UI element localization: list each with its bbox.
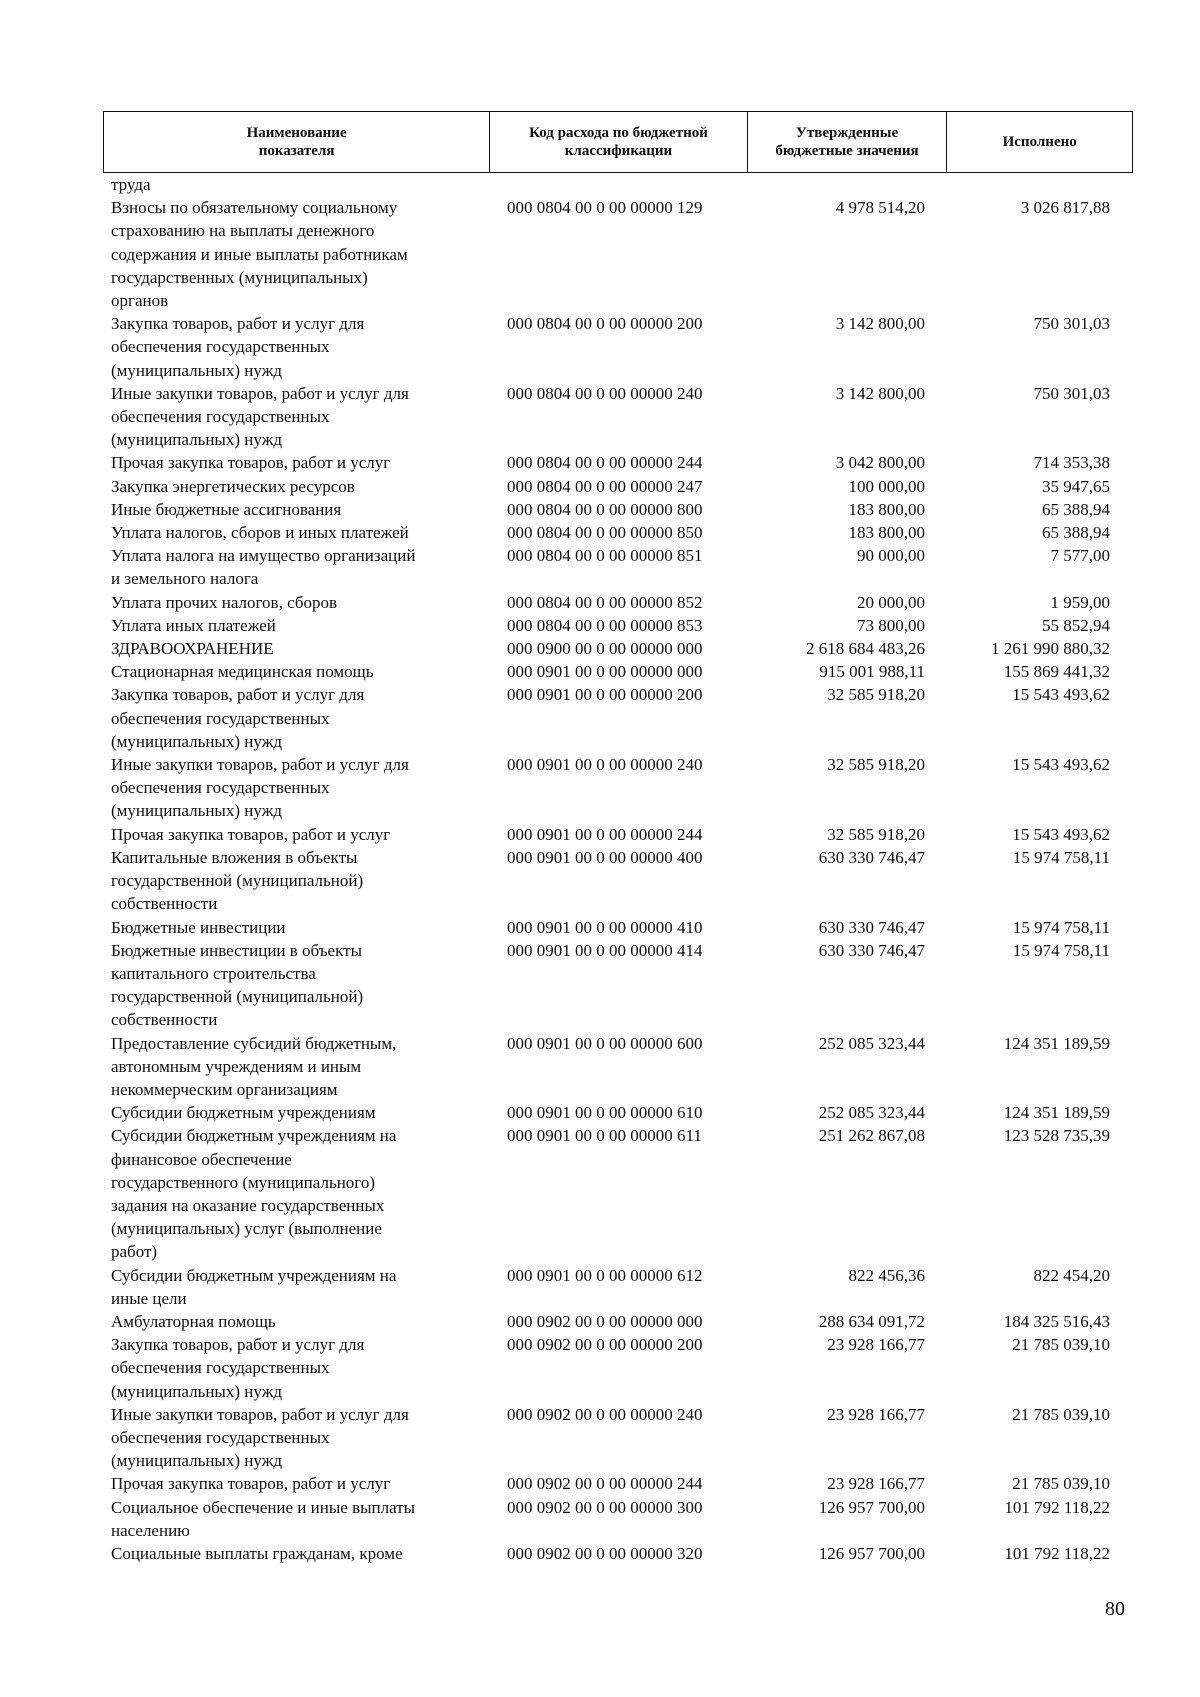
- row-code: 000 0804 00 0 00 00000 240: [507, 383, 703, 403]
- row-name-line: работ): [111, 1242, 158, 1262]
- row-approved: 252 085 323,44: [818, 1103, 925, 1123]
- row-executed: 124 351 189,59: [1003, 1103, 1110, 1123]
- row-approved: 183 800,00: [848, 499, 925, 519]
- row-executed: 21 785 039,10: [1012, 1404, 1110, 1424]
- row-executed: 15 543 493,62: [1012, 685, 1110, 705]
- row-approved: 630 330 746,47: [818, 847, 925, 867]
- row-executed: 15 974 758,11: [1012, 917, 1110, 937]
- row-executed: 1 959,00: [1050, 592, 1110, 612]
- row-name-line: Иные бюджетные ассигнования: [111, 499, 342, 519]
- table-row: [103, 660, 1133, 683]
- row-name-line: обеспечения государственных: [111, 708, 330, 728]
- row-name-line: страхованию на выплаты денежного: [111, 221, 375, 241]
- row-approved: 23 928 166,77: [827, 1474, 925, 1494]
- row-name-line: государственной (муниципальной): [111, 871, 364, 891]
- row-code: 000 0804 00 0 00 00000 200: [507, 314, 703, 334]
- row-name-line: Амбулаторная помощь: [111, 1311, 276, 1331]
- row-name-line: Иные закупки товаров, работ и услуг для: [111, 1404, 409, 1424]
- row-code: 000 0901 00 0 00 00000 610: [507, 1103, 703, 1123]
- row-executed: 15 543 493,62: [1012, 755, 1110, 775]
- row-executed: 21 785 039,10: [1012, 1335, 1110, 1355]
- row-name: [103, 1403, 485, 1473]
- row-name-line: Уплата налогов, сборов и иных платежей: [111, 523, 409, 543]
- row-approved: 630 330 746,47: [818, 940, 925, 960]
- row-approved: 126 957 700,00: [818, 1497, 925, 1517]
- row-executed: 21 785 039,10: [1012, 1474, 1110, 1494]
- table-row: [103, 1101, 1133, 1124]
- row-approved: 23 928 166,77: [827, 1404, 925, 1424]
- table-row: [103, 753, 1133, 823]
- row-name-line: ЗДРАВООХРАНЕНИЕ: [111, 639, 274, 659]
- row-name: [103, 1032, 485, 1102]
- row-executed: 750 301,03: [1033, 383, 1110, 403]
- row-approved: 126 957 700,00: [818, 1543, 925, 1563]
- row-name-line: Закупка товаров, работ и услуг для: [111, 314, 365, 334]
- row-name: [103, 1496, 485, 1542]
- row-code: 000 0901 00 0 00 00000 000: [507, 662, 703, 682]
- row-name: [103, 614, 485, 637]
- table-row: [103, 1264, 1133, 1310]
- table-row: [103, 1403, 1133, 1473]
- row-code: 000 0902 00 0 00 00000 200: [507, 1335, 703, 1355]
- row-executed: 3 026 817,88: [1020, 198, 1110, 218]
- row-approved: 4 978 514,20: [835, 198, 925, 218]
- row-name: [103, 1333, 485, 1403]
- row-code: 000 0901 00 0 00 00000 414: [507, 940, 703, 960]
- table-row: [103, 544, 1133, 590]
- row-name: [103, 939, 485, 1032]
- row-executed: 35 947,65: [1042, 476, 1110, 496]
- row-name-line: обеспечения государственных: [111, 778, 330, 798]
- row-code: 000 0901 00 0 00 00000 600: [507, 1033, 703, 1053]
- row-code: 000 0804 00 0 00 00000 800: [507, 499, 703, 519]
- row-executed: 101 792 118,22: [1004, 1543, 1110, 1563]
- table-row: [103, 591, 1133, 614]
- row-approved: 2 618 684 483,26: [806, 639, 925, 659]
- row-name-line: собственности: [111, 1010, 218, 1030]
- row-name-line: Прочая закупка товаров, работ и услуг: [111, 824, 391, 844]
- row-executed: 65 388,94: [1042, 523, 1110, 543]
- row-name-line: (муниципальных) нужд: [111, 360, 283, 380]
- row-name-line: Закупка энергетических ресурсов: [111, 476, 355, 496]
- row-code: 000 0902 00 0 00 00000 000: [507, 1311, 703, 1331]
- row-approved: 32 585 918,20: [827, 824, 925, 844]
- row-code: 000 0901 00 0 00 00000 612: [507, 1265, 703, 1285]
- row-approved: 915 001 988,11: [819, 662, 925, 682]
- row-name-line: Капитальные вложения в объекты: [111, 847, 358, 867]
- row-name: [103, 196, 485, 312]
- row-name: [103, 1310, 485, 1333]
- header-name-column: Наименование показателя: [104, 112, 490, 172]
- row-executed: 184 325 516,43: [1003, 1311, 1110, 1331]
- row-code: 000 0901 00 0 00 00000 244: [507, 824, 703, 844]
- row-name-line: государственных (муниципальных): [111, 267, 368, 287]
- row-approved: 3 142 800,00: [835, 314, 925, 334]
- row-executed: 15 543 493,62: [1012, 824, 1110, 844]
- row-executed: 7 577,00: [1050, 546, 1110, 566]
- row-code: 000 0901 00 0 00 00000 240: [507, 755, 703, 775]
- table-row: [103, 916, 1133, 939]
- row-code: 000 0804 00 0 00 00000 852: [507, 592, 703, 612]
- row-executed: 101 792 118,22: [1004, 1497, 1110, 1517]
- table-row: [103, 614, 1133, 637]
- page-number: 80: [1105, 1598, 1125, 1620]
- table-row: [103, 382, 1133, 452]
- row-code: 000 0804 00 0 00 00000 853: [507, 615, 703, 635]
- table-row: [103, 451, 1133, 474]
- row-name: [103, 521, 485, 544]
- table-row: [103, 1124, 1133, 1263]
- row-name-line: Субсидии бюджетным учреждениям на: [111, 1126, 397, 1146]
- row-name-line: Прочая закупка товаров, работ и услуг: [111, 453, 391, 473]
- row-name-line: обеспечения государственных: [111, 337, 330, 357]
- row-code: 000 0804 00 0 00 00000 244: [507, 453, 703, 473]
- row-name: [103, 173, 485, 196]
- row-approved: 3 142 800,00: [835, 383, 925, 403]
- row-name: [103, 312, 485, 382]
- row-executed: 55 852,94: [1042, 615, 1110, 635]
- row-name: [103, 1264, 485, 1310]
- row-name-line: Уплата прочих налогов, сборов: [111, 592, 337, 612]
- row-name-line: (муниципальных) нужд: [111, 1381, 283, 1401]
- row-name-line: государственной (муниципальной): [111, 987, 364, 1007]
- row-name: [103, 1542, 485, 1565]
- row-approved: 23 928 166,77: [827, 1335, 925, 1355]
- row-name-line: Закупка товаров, работ и услуг для: [111, 685, 365, 705]
- table-row: [103, 173, 1133, 196]
- row-name-line: Социальные выплаты гражданам, кроме: [111, 1543, 403, 1563]
- row-name: [103, 1101, 485, 1124]
- row-name-line: Закупка товаров, работ и услуг для: [111, 1335, 365, 1355]
- row-name-line: Прочая закупка товаров, работ и услуг: [111, 1474, 391, 1494]
- row-name-line: (муниципальных) нужд: [111, 430, 283, 450]
- header-executed-column: Исполнено: [1002, 134, 1077, 150]
- row-approved: [775, 173, 925, 196]
- row-executed: 15 974 758,11: [1012, 940, 1110, 960]
- row-approved: 630 330 746,47: [818, 917, 925, 937]
- row-code: 000 0901 00 0 00 00000 400: [507, 847, 703, 867]
- row-name-line: (муниципальных) нужд: [111, 1451, 283, 1471]
- header-code-column: Код расхода по бюджетной классификации: [490, 112, 748, 172]
- row-name-line: обеспечения государственных: [111, 407, 330, 427]
- row-code: 000 0804 00 0 00 00000 129: [507, 198, 703, 218]
- row-name-line: (муниципальных) услуг (выполнение: [111, 1219, 382, 1239]
- row-name-line: Социальное обеспечение и иные выплаты: [111, 1497, 416, 1517]
- row-name-line: капитального строительства: [111, 963, 316, 983]
- row-approved: 251 262 867,08: [818, 1126, 925, 1146]
- table-header: [103, 111, 1133, 173]
- row-name: [103, 591, 485, 614]
- row-code: 000 0804 00 0 00 00000 247: [507, 476, 703, 496]
- row-name-line: собственности: [111, 894, 218, 914]
- row-name-line: содержания и иные выплаты работникам: [111, 244, 408, 264]
- row-executed: 750 301,03: [1033, 314, 1110, 334]
- row-approved: 100 000,00: [848, 476, 925, 496]
- row-approved: 288 634 091,72: [818, 1311, 925, 1331]
- row-name-line: Иные закупки товаров, работ и услуг для: [111, 383, 409, 403]
- row-approved: 3 042 800,00: [835, 453, 925, 473]
- row-name-line: обеспечения государственных: [111, 1358, 330, 1378]
- row-approved: 32 585 918,20: [827, 755, 925, 775]
- row-name-line: обеспечения государственных: [111, 1427, 330, 1447]
- row-executed: 15 974 758,11: [1012, 847, 1110, 867]
- row-name: [103, 637, 485, 660]
- row-name-line: труда: [111, 175, 151, 194]
- table-row: [103, 475, 1133, 498]
- table-row: [103, 1310, 1133, 1333]
- row-name-line: некоммерческим организациям: [111, 1079, 338, 1099]
- row-code: [485, 173, 775, 196]
- row-name-line: Взносы по обязательному социальному: [111, 198, 398, 218]
- table-row: [103, 1472, 1133, 1495]
- row-executed: 65 388,94: [1042, 499, 1110, 519]
- row-executed: [925, 173, 1110, 196]
- table-row: [103, 846, 1133, 916]
- table-row: [103, 196, 1133, 312]
- table-body: [103, 173, 1133, 1565]
- row-code: 000 0902 00 0 00 00000 240: [507, 1404, 703, 1424]
- row-approved: 183 800,00: [848, 523, 925, 543]
- row-code: 000 0902 00 0 00 00000 244: [507, 1474, 703, 1494]
- row-name: [103, 753, 485, 823]
- row-name-line: (муниципальных) нужд: [111, 731, 283, 751]
- row-name: [103, 475, 485, 498]
- row-executed: 714 353,38: [1033, 453, 1110, 473]
- row-executed: 822 454,20: [1033, 1265, 1110, 1285]
- row-name: [103, 660, 485, 683]
- row-code: 000 0902 00 0 00 00000 320: [507, 1543, 703, 1563]
- row-executed: 1 261 990 880,32: [991, 639, 1110, 659]
- row-name-line: государственного (муниципального): [111, 1172, 376, 1192]
- row-name-line: Субсидии бюджетным учреждениям на: [111, 1265, 397, 1285]
- row-code: 000 0901 00 0 00 00000 611: [507, 1126, 702, 1146]
- row-approved: 32 585 918,20: [827, 685, 925, 705]
- table-row: [103, 521, 1133, 544]
- row-name: [103, 382, 485, 452]
- row-name-line: (муниципальных) нужд: [111, 801, 283, 821]
- row-name-line: Стационарная медицинская помощь: [111, 662, 374, 682]
- row-name: [103, 846, 485, 916]
- row-approved: 90 000,00: [857, 546, 925, 566]
- row-code: 000 0902 00 0 00 00000 300: [507, 1497, 703, 1517]
- row-executed: 123 528 735,39: [1003, 1126, 1110, 1146]
- table-row: [103, 1496, 1133, 1542]
- header-approved-column: Утвержденные бюджетные значения: [748, 112, 948, 172]
- row-code: 000 0804 00 0 00 00000 850: [507, 523, 703, 543]
- row-name-line: задания на оказание государственных: [111, 1195, 385, 1215]
- row-name: [103, 1472, 485, 1495]
- row-name-line: Бюджетные инвестиции: [111, 917, 286, 937]
- row-name: [103, 451, 485, 474]
- table-row: [103, 1542, 1133, 1565]
- row-name-line: Иные закупки товаров, работ и услуг для: [111, 755, 409, 775]
- row-name: [103, 823, 485, 846]
- row-code: 000 0901 00 0 00 00000 200: [507, 685, 703, 705]
- row-approved: 822 456,36: [848, 1265, 925, 1285]
- table-row: [103, 1032, 1133, 1102]
- row-name: [103, 544, 485, 590]
- row-name-line: автономным учреждениям и иным: [111, 1056, 362, 1076]
- row-name: [103, 1124, 485, 1263]
- row-approved: 73 800,00: [857, 615, 925, 635]
- table-row: [103, 498, 1133, 521]
- row-executed: 124 351 189,59: [1003, 1033, 1110, 1053]
- row-name: [103, 683, 485, 753]
- table-row: [103, 823, 1133, 846]
- row-name: [103, 498, 485, 521]
- row-code: 000 0900 00 0 00 00000 000: [507, 639, 703, 659]
- row-name-line: Бюджетные инвестиции в объекты: [111, 940, 362, 960]
- row-name-line: финансовое обеспечение: [111, 1149, 292, 1169]
- row-name-line: Уплата налога на имущество организаций: [111, 546, 416, 566]
- row-name-line: и земельного налога: [111, 569, 259, 589]
- row-approved: 20 000,00: [857, 592, 925, 612]
- row-name-line: иные цели: [111, 1288, 187, 1308]
- row-name: [103, 916, 485, 939]
- row-code: 000 0901 00 0 00 00000 410: [507, 917, 703, 937]
- row-name-line: населению: [111, 1520, 190, 1540]
- table-row: [103, 637, 1133, 660]
- table-row: [103, 312, 1133, 382]
- row-name-line: органов: [111, 291, 169, 311]
- row-code: 000 0804 00 0 00 00000 851: [507, 546, 703, 566]
- row-approved: 252 085 323,44: [818, 1033, 925, 1053]
- row-name-line: Уплата иных платежей: [111, 615, 276, 635]
- row-name-line: Субсидии бюджетным учреждениям: [111, 1103, 376, 1123]
- table-row: [103, 683, 1133, 753]
- row-name-line: Предоставление субсидий бюджетным,: [111, 1033, 397, 1053]
- row-executed: 155 869 441,32: [1003, 662, 1110, 682]
- table-row: [103, 939, 1133, 1032]
- table-row: [103, 1333, 1133, 1403]
